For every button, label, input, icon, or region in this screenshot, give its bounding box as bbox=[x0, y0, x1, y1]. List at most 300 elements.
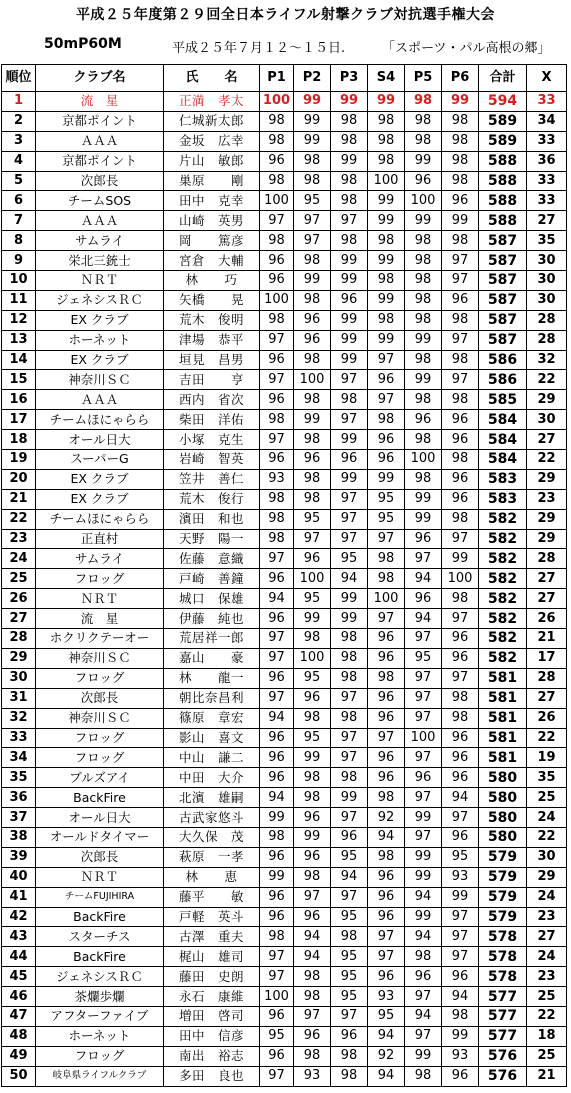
cell-club: EX クラブ bbox=[36, 350, 164, 370]
cell-p1: 93 bbox=[260, 469, 294, 489]
cell-p5: 97 bbox=[405, 668, 442, 688]
cell-name: 戸崎 善鐘 bbox=[164, 569, 260, 589]
cell-p6: 96 bbox=[442, 768, 479, 788]
cell-club: チームほにゃらら bbox=[36, 410, 164, 430]
cell-x: 30 bbox=[527, 410, 567, 430]
cell-p6: 96 bbox=[442, 1066, 479, 1086]
cell-p6: 98 bbox=[442, 350, 479, 370]
cell-p6: 97 bbox=[442, 947, 479, 967]
cell-p3: 98 bbox=[331, 111, 368, 131]
cell-s4: 98 bbox=[368, 668, 405, 688]
cell-x: 28 bbox=[527, 549, 567, 569]
cell-club: 茶爛歩爛 bbox=[36, 987, 164, 1007]
cell-p1: 96 bbox=[260, 768, 294, 788]
cell-x: 26 bbox=[527, 708, 567, 728]
cell-name: 荒居祥一郎 bbox=[164, 629, 260, 649]
cell-x: 29 bbox=[527, 529, 567, 549]
cell-p3: 99 bbox=[331, 469, 368, 489]
table-row bbox=[2, 330, 567, 350]
cell-p3: 97 bbox=[331, 211, 368, 231]
table-row bbox=[2, 708, 567, 728]
cell-p2: 98 bbox=[294, 768, 331, 788]
cell-p2: 99 bbox=[294, 92, 331, 112]
cell-p2: 97 bbox=[294, 887, 331, 907]
cell-p2: 96 bbox=[294, 330, 331, 350]
cell-s4: 98 bbox=[368, 788, 405, 808]
header-name: 氏 名 bbox=[164, 65, 260, 92]
table-row bbox=[2, 609, 567, 629]
cell-p5: 99 bbox=[405, 509, 442, 529]
cell-p6: 97 bbox=[442, 808, 479, 828]
cell-p1: 94 bbox=[260, 708, 294, 728]
cell-total: 589 bbox=[479, 131, 527, 151]
cell-p2: 99 bbox=[294, 111, 331, 131]
cell-p5: 97 bbox=[405, 987, 442, 1007]
cell-p6: 97 bbox=[442, 907, 479, 927]
cell-x: 29 bbox=[527, 867, 567, 887]
cell-name: 影山 喜文 bbox=[164, 728, 260, 748]
table-row bbox=[2, 788, 567, 808]
cell-p5: 98 bbox=[405, 947, 442, 967]
cell-p5: 97 bbox=[405, 708, 442, 728]
cell-p6: 98 bbox=[442, 708, 479, 728]
cell-p1: 97 bbox=[260, 1066, 294, 1086]
cell-rank: 17 bbox=[2, 410, 36, 430]
cell-club: ＡＡＡ bbox=[36, 211, 164, 231]
cell-p3: 98 bbox=[331, 390, 368, 410]
table-row bbox=[2, 271, 567, 291]
cell-p5: 98 bbox=[405, 350, 442, 370]
cell-p3: 96 bbox=[331, 827, 368, 847]
cell-p1: 98 bbox=[260, 131, 294, 151]
cell-p5: 94 bbox=[405, 1006, 442, 1026]
table-row bbox=[2, 211, 567, 231]
cell-x: 23 bbox=[527, 967, 567, 987]
cell-s4: 94 bbox=[368, 1066, 405, 1086]
cell-s4: 96 bbox=[368, 867, 405, 887]
cell-p3: 97 bbox=[331, 1006, 368, 1026]
cell-p3: 98 bbox=[331, 927, 368, 947]
cell-x: 29 bbox=[527, 469, 567, 489]
cell-total: 577 bbox=[479, 1006, 527, 1026]
cell-rank: 14 bbox=[2, 350, 36, 370]
cell-s4: 98 bbox=[368, 569, 405, 589]
cell-p5: 95 bbox=[405, 648, 442, 668]
cell-rank: 32 bbox=[2, 708, 36, 728]
cell-p6: 98 bbox=[442, 688, 479, 708]
cell-s4: 96 bbox=[368, 907, 405, 927]
cell-x: 36 bbox=[527, 151, 567, 171]
cell-p1: 94 bbox=[260, 788, 294, 808]
table-row bbox=[2, 847, 567, 867]
cell-p5: 94 bbox=[405, 609, 442, 629]
cell-p5: 94 bbox=[405, 887, 442, 907]
cell-total: 582 bbox=[479, 629, 527, 649]
cell-p6: 99 bbox=[442, 1026, 479, 1046]
cell-club: フロッグ bbox=[36, 1046, 164, 1066]
cell-rank: 22 bbox=[2, 509, 36, 529]
cell-x: 21 bbox=[527, 629, 567, 649]
table-row bbox=[2, 808, 567, 828]
cell-total: 587 bbox=[479, 330, 527, 350]
cell-p6: 97 bbox=[442, 251, 479, 271]
cell-p5: 99 bbox=[405, 211, 442, 231]
cell-total: 582 bbox=[479, 609, 527, 629]
cell-total: 576 bbox=[479, 1046, 527, 1066]
cell-p3: 98 bbox=[331, 648, 368, 668]
cell-s4: 96 bbox=[368, 648, 405, 668]
cell-rank: 2 bbox=[2, 111, 36, 131]
table-row bbox=[2, 251, 567, 271]
cell-club: 次郎長 bbox=[36, 171, 164, 191]
cell-name: 矢橋 晃 bbox=[164, 290, 260, 310]
cell-club: BackFire bbox=[36, 788, 164, 808]
cell-p2: 96 bbox=[294, 808, 331, 828]
cell-p1: 97 bbox=[260, 947, 294, 967]
cell-p3: 97 bbox=[331, 808, 368, 828]
cell-total: 581 bbox=[479, 688, 527, 708]
cell-rank: 20 bbox=[2, 469, 36, 489]
cell-rank: 46 bbox=[2, 987, 36, 1007]
cell-p3: 99 bbox=[331, 430, 368, 450]
cell-name: 垣見 昌男 bbox=[164, 350, 260, 370]
cell-p3: 97 bbox=[331, 370, 368, 390]
cell-p6: 96 bbox=[442, 827, 479, 847]
cell-p5: 99 bbox=[405, 867, 442, 887]
cell-p5: 96 bbox=[405, 589, 442, 609]
cell-rank: 43 bbox=[2, 927, 36, 947]
cell-p5: 97 bbox=[405, 748, 442, 768]
cell-s4: 98 bbox=[368, 111, 405, 131]
table-row bbox=[2, 290, 567, 310]
cell-name: 永石 康維 bbox=[164, 987, 260, 1007]
cell-rank: 41 bbox=[2, 887, 36, 907]
cell-club: ホーネット bbox=[36, 330, 164, 350]
table-row bbox=[2, 509, 567, 529]
cell-x: 25 bbox=[527, 788, 567, 808]
cell-total: 586 bbox=[479, 350, 527, 370]
cell-x: 30 bbox=[527, 251, 567, 271]
cell-p6: 97 bbox=[442, 927, 479, 947]
cell-total: 582 bbox=[479, 509, 527, 529]
cell-p1: 96 bbox=[260, 609, 294, 629]
cell-club: 京都ポイント bbox=[36, 111, 164, 131]
cell-rank: 11 bbox=[2, 290, 36, 310]
cell-club: 神奈川ＳＣ bbox=[36, 708, 164, 728]
cell-x: 33 bbox=[527, 92, 567, 112]
cell-s4: 98 bbox=[368, 271, 405, 291]
cell-p5: 96 bbox=[405, 967, 442, 987]
cell-p1: 96 bbox=[260, 1046, 294, 1066]
cell-p2: 99 bbox=[294, 271, 331, 291]
cell-club: ジェネシスＲＣ bbox=[36, 290, 164, 310]
cell-p3: 98 bbox=[331, 131, 368, 151]
header-club: クラブ名 bbox=[36, 65, 164, 92]
cell-name: 林 恵 bbox=[164, 867, 260, 887]
header-p6: P6 bbox=[442, 65, 479, 92]
cell-p5: 100 bbox=[405, 728, 442, 748]
cell-s4: 98 bbox=[368, 310, 405, 330]
cell-p5: 98 bbox=[405, 390, 442, 410]
cell-x: 26 bbox=[527, 609, 567, 629]
cell-p2: 98 bbox=[294, 430, 331, 450]
cell-x: 22 bbox=[527, 827, 567, 847]
cell-p2: 99 bbox=[294, 609, 331, 629]
cell-p1: 95 bbox=[260, 1026, 294, 1046]
table-row bbox=[2, 430, 567, 450]
cell-name: 嘉山 豪 bbox=[164, 648, 260, 668]
cell-rank: 50 bbox=[2, 1066, 36, 1086]
cell-p3: 94 bbox=[331, 569, 368, 589]
cell-p2: 98 bbox=[294, 867, 331, 887]
cell-rank: 26 bbox=[2, 589, 36, 609]
cell-p6: 98 bbox=[442, 390, 479, 410]
cell-p6: 99 bbox=[442, 549, 479, 569]
cell-rank: 12 bbox=[2, 310, 36, 330]
cell-p5: 98 bbox=[405, 310, 442, 330]
cell-p3: 94 bbox=[331, 867, 368, 887]
cell-rank: 3 bbox=[2, 131, 36, 151]
cell-p3: 96 bbox=[331, 450, 368, 470]
cell-x: 30 bbox=[527, 290, 567, 310]
cell-p5: 99 bbox=[405, 330, 442, 350]
cell-name: 岩崎 智英 bbox=[164, 450, 260, 470]
cell-p6: 96 bbox=[442, 648, 479, 668]
cell-name: 荒木 俊明 bbox=[164, 310, 260, 330]
cell-total: 581 bbox=[479, 668, 527, 688]
cell-x: 28 bbox=[527, 668, 567, 688]
cell-p2: 97 bbox=[294, 1006, 331, 1026]
cell-club: 岐阜県ライフルクラブ bbox=[36, 1066, 164, 1086]
table-row bbox=[2, 768, 567, 788]
table-row bbox=[2, 370, 567, 390]
cell-p1: 97 bbox=[260, 211, 294, 231]
header-row bbox=[2, 65, 567, 92]
cell-s4: 97 bbox=[368, 609, 405, 629]
cell-x: 22 bbox=[527, 728, 567, 748]
cell-p2: 96 bbox=[294, 907, 331, 927]
cell-rank: 16 bbox=[2, 390, 36, 410]
cell-club: スーパーG bbox=[36, 450, 164, 470]
cell-total: 578 bbox=[479, 927, 527, 947]
cell-p6: 95 bbox=[442, 847, 479, 867]
cell-p5: 99 bbox=[405, 151, 442, 171]
cell-p6: 98 bbox=[442, 1006, 479, 1026]
cell-p3: 97 bbox=[331, 410, 368, 430]
cell-p5: 100 bbox=[405, 450, 442, 470]
cell-rank: 40 bbox=[2, 867, 36, 887]
cell-s4: 97 bbox=[368, 947, 405, 967]
cell-p3: 98 bbox=[331, 768, 368, 788]
table-row bbox=[2, 589, 567, 609]
cell-p5: 96 bbox=[405, 171, 442, 191]
cell-p1: 97 bbox=[260, 549, 294, 569]
table-row bbox=[2, 131, 567, 151]
cell-p6: 93 bbox=[442, 1046, 479, 1066]
cell-p6: 98 bbox=[442, 131, 479, 151]
cell-p2: 98 bbox=[294, 469, 331, 489]
cell-rank: 10 bbox=[2, 271, 36, 291]
cell-p1: 96 bbox=[260, 748, 294, 768]
cell-p5: 94 bbox=[405, 927, 442, 947]
cell-p2: 98 bbox=[294, 788, 331, 808]
cell-p1: 96 bbox=[260, 907, 294, 927]
cell-s4: 94 bbox=[368, 827, 405, 847]
cell-rank: 30 bbox=[2, 668, 36, 688]
cell-total: 580 bbox=[479, 768, 527, 788]
cell-total: 584 bbox=[479, 410, 527, 430]
cell-s4: 99 bbox=[368, 191, 405, 211]
cell-p1: 98 bbox=[260, 489, 294, 509]
cell-total: 579 bbox=[479, 867, 527, 887]
cell-x: 19 bbox=[527, 748, 567, 768]
cell-s4: 99 bbox=[368, 330, 405, 350]
cell-total: 588 bbox=[479, 211, 527, 231]
cell-s4: 96 bbox=[368, 708, 405, 728]
cell-p3: 98 bbox=[331, 191, 368, 211]
table-row bbox=[2, 410, 567, 430]
cell-p6: 97 bbox=[442, 609, 479, 629]
cell-p5: 99 bbox=[405, 847, 442, 867]
cell-name: 田中 克幸 bbox=[164, 191, 260, 211]
cell-total: 594 bbox=[479, 92, 527, 112]
cell-x: 33 bbox=[527, 191, 567, 211]
cell-p2: 98 bbox=[294, 1046, 331, 1066]
cell-p3: 97 bbox=[331, 688, 368, 708]
table-row bbox=[2, 231, 567, 251]
table-row bbox=[2, 827, 567, 847]
cell-p1: 98 bbox=[260, 927, 294, 947]
cell-p3: 95 bbox=[331, 947, 368, 967]
cell-p2: 98 bbox=[294, 489, 331, 509]
cell-p3: 98 bbox=[331, 629, 368, 649]
header-p2: P2 bbox=[294, 65, 331, 92]
cell-club: スターチス bbox=[36, 927, 164, 947]
cell-total: 577 bbox=[479, 987, 527, 1007]
cell-p3: 97 bbox=[331, 728, 368, 748]
cell-p5: 98 bbox=[405, 92, 442, 112]
cell-x: 33 bbox=[527, 131, 567, 151]
cell-p3: 98 bbox=[331, 668, 368, 688]
cell-p6: 98 bbox=[442, 231, 479, 251]
header-s4: S4 bbox=[368, 65, 405, 92]
cell-x: 30 bbox=[527, 847, 567, 867]
cell-p2: 95 bbox=[294, 509, 331, 529]
table-row bbox=[2, 489, 567, 509]
cell-club: 神奈川ＳＣ bbox=[36, 648, 164, 668]
cell-rank: 7 bbox=[2, 211, 36, 231]
cell-x: 33 bbox=[527, 171, 567, 191]
cell-p1: 96 bbox=[260, 251, 294, 271]
cell-p5: 97 bbox=[405, 629, 442, 649]
cell-x: 29 bbox=[527, 509, 567, 529]
cell-p3: 95 bbox=[331, 847, 368, 867]
table-row bbox=[2, 629, 567, 649]
cell-x: 27 bbox=[527, 927, 567, 947]
table-row bbox=[2, 450, 567, 470]
cell-p5: 97 bbox=[405, 827, 442, 847]
cell-p1: 98 bbox=[260, 509, 294, 529]
cell-p3: 96 bbox=[331, 290, 368, 310]
cell-s4: 99 bbox=[368, 469, 405, 489]
cell-p5: 98 bbox=[405, 430, 442, 450]
cell-total: 587 bbox=[479, 290, 527, 310]
cell-total: 579 bbox=[479, 847, 527, 867]
cell-p5: 98 bbox=[405, 251, 442, 271]
cell-p1: 94 bbox=[260, 589, 294, 609]
cell-p5: 99 bbox=[405, 907, 442, 927]
cell-p2: 95 bbox=[294, 589, 331, 609]
cell-p1: 97 bbox=[260, 430, 294, 450]
cell-p6: 100 bbox=[442, 569, 479, 589]
cell-club: ＮＲＴ bbox=[36, 867, 164, 887]
cell-x: 27 bbox=[527, 569, 567, 589]
cell-x: 18 bbox=[527, 1026, 567, 1046]
cell-p3: 99 bbox=[331, 92, 368, 112]
cell-name: 増田 啓司 bbox=[164, 1006, 260, 1026]
cell-name: 南出 裕志 bbox=[164, 1046, 260, 1066]
cell-name: 天野 陽一 bbox=[164, 529, 260, 549]
cell-rank: 33 bbox=[2, 728, 36, 748]
cell-name: 西内 省次 bbox=[164, 390, 260, 410]
cell-p6: 97 bbox=[442, 370, 479, 390]
cell-name: 荒木 俊行 bbox=[164, 489, 260, 509]
cell-rank: 8 bbox=[2, 231, 36, 251]
cell-p3: 98 bbox=[331, 231, 368, 251]
cell-p2: 95 bbox=[294, 668, 331, 688]
cell-club: EX クラブ bbox=[36, 310, 164, 330]
cell-name: 多田 良也 bbox=[164, 1066, 260, 1086]
table-row bbox=[2, 967, 567, 987]
cell-club: BackFire bbox=[36, 907, 164, 927]
cell-rank: 44 bbox=[2, 947, 36, 967]
cell-p2: 94 bbox=[294, 947, 331, 967]
cell-p3: 99 bbox=[331, 350, 368, 370]
cell-rank: 25 bbox=[2, 569, 36, 589]
cell-p2: 98 bbox=[294, 987, 331, 1007]
cell-p3: 97 bbox=[331, 529, 368, 549]
cell-p6: 96 bbox=[442, 290, 479, 310]
cell-total: 584 bbox=[479, 430, 527, 450]
cell-club: サムライ bbox=[36, 231, 164, 251]
cell-name: 藤平 敏 bbox=[164, 887, 260, 907]
cell-rank: 13 bbox=[2, 330, 36, 350]
event-info bbox=[0, 30, 571, 64]
table-row bbox=[2, 350, 567, 370]
cell-p3: 99 bbox=[331, 271, 368, 291]
cell-name: 巣原 剛 bbox=[164, 171, 260, 191]
cell-p3: 97 bbox=[331, 509, 368, 529]
cell-s4: 96 bbox=[368, 748, 405, 768]
cell-p3: 99 bbox=[331, 151, 368, 171]
cell-p6: 96 bbox=[442, 748, 479, 768]
cell-p2: 97 bbox=[294, 211, 331, 231]
cell-total: 581 bbox=[479, 748, 527, 768]
cell-club: フロッグ bbox=[36, 748, 164, 768]
cell-club: フロッグ bbox=[36, 668, 164, 688]
cell-p3: 99 bbox=[331, 609, 368, 629]
cell-p1: 97 bbox=[260, 648, 294, 668]
cell-total: 580 bbox=[479, 808, 527, 828]
cell-total: 588 bbox=[479, 151, 527, 171]
table-row bbox=[2, 1026, 567, 1046]
cell-total: 583 bbox=[479, 469, 527, 489]
cell-p3: 95 bbox=[331, 907, 368, 927]
table-row bbox=[2, 887, 567, 907]
cell-x: 23 bbox=[527, 489, 567, 509]
cell-name: 柴田 洋佑 bbox=[164, 410, 260, 430]
cell-p6: 97 bbox=[442, 330, 479, 350]
